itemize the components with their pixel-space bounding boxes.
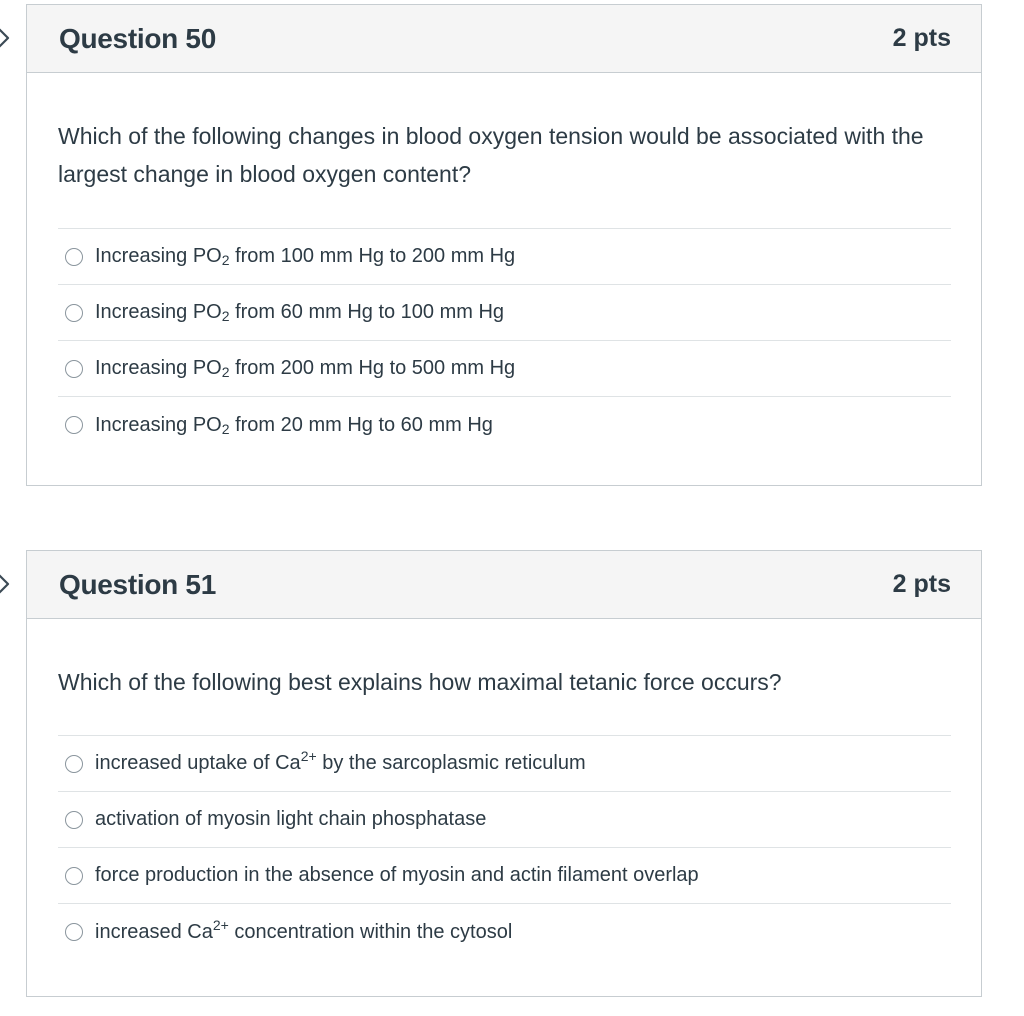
radio-button[interactable] <box>65 360 83 378</box>
answer-label[interactable]: activation of myosin light chain phosphatase <box>95 808 487 830</box>
answer-option[interactable] <box>58 229 951 285</box>
answer-option[interactable] <box>58 792 951 848</box>
radio-button[interactable] <box>65 248 83 266</box>
answer-label[interactable]: increased $Ca^{2+}$ concentration within the cytosol <box>95 916 513 943</box>
answer-label[interactable]: force production in the absence of myosin and actin filament overlap <box>95 864 699 886</box>
question-title: Question 50 <box>59 22 216 54</box>
flag-question-icon[interactable] <box>0 572 14 596</box>
radio-button[interactable] <box>65 755 83 773</box>
radio-button[interactable] <box>65 811 83 829</box>
question-header <box>27 551 981 619</box>
answer-option[interactable] <box>58 848 951 904</box>
question-points: 2 pts <box>892 24 951 52</box>
flag-question-icon[interactable] <box>0 26 14 50</box>
answer-option[interactable] <box>58 904 951 960</box>
answer-label[interactable]: Increasing $PO_2$ from 20 mm Hg to 60 mm Hg <box>95 413 493 437</box>
radio-button[interactable] <box>65 923 83 941</box>
question-50 <box>26 4 982 486</box>
answer-label[interactable]: Increasing $PO_2$ from 100 mm Hg to 200 mm Hg <box>95 245 516 268</box>
question-title: Question 51 <box>59 568 216 600</box>
answer-option[interactable] <box>58 341 951 397</box>
answer-label[interactable]: Increasing $PO_2$ from 200 mm Hg to 500 mm Hg <box>95 357 516 380</box>
question-text: Which of the following best explains how maximal tetanic force occurs? <box>58 669 782 695</box>
radio-button[interactable] <box>65 867 83 885</box>
answer-label[interactable]: Increasing $PO_2$ from 60 mm Hg to 100 mm Hg <box>95 301 505 324</box>
question-points: 2 pts <box>892 570 951 598</box>
answer-option[interactable] <box>58 397 951 453</box>
radio-button[interactable] <box>65 304 83 322</box>
answer-label[interactable]: increased uptake of $Ca^{2+}$ by the sarcoplasmic reticulum <box>95 748 586 774</box>
answer-option[interactable] <box>58 736 951 792</box>
answer-option[interactable] <box>58 285 951 341</box>
answer-list <box>58 228 951 453</box>
radio-button[interactable] <box>65 416 83 434</box>
answer-list <box>58 735 951 960</box>
question-51 <box>26 550 982 997</box>
question-body <box>27 73 981 453</box>
question-body <box>27 619 981 960</box>
question-text: Which of the following changes in blood oxygen tension would be associated with the largest change in blood oxygen content? <box>58 123 924 187</box>
question-header <box>27 5 981 73</box>
